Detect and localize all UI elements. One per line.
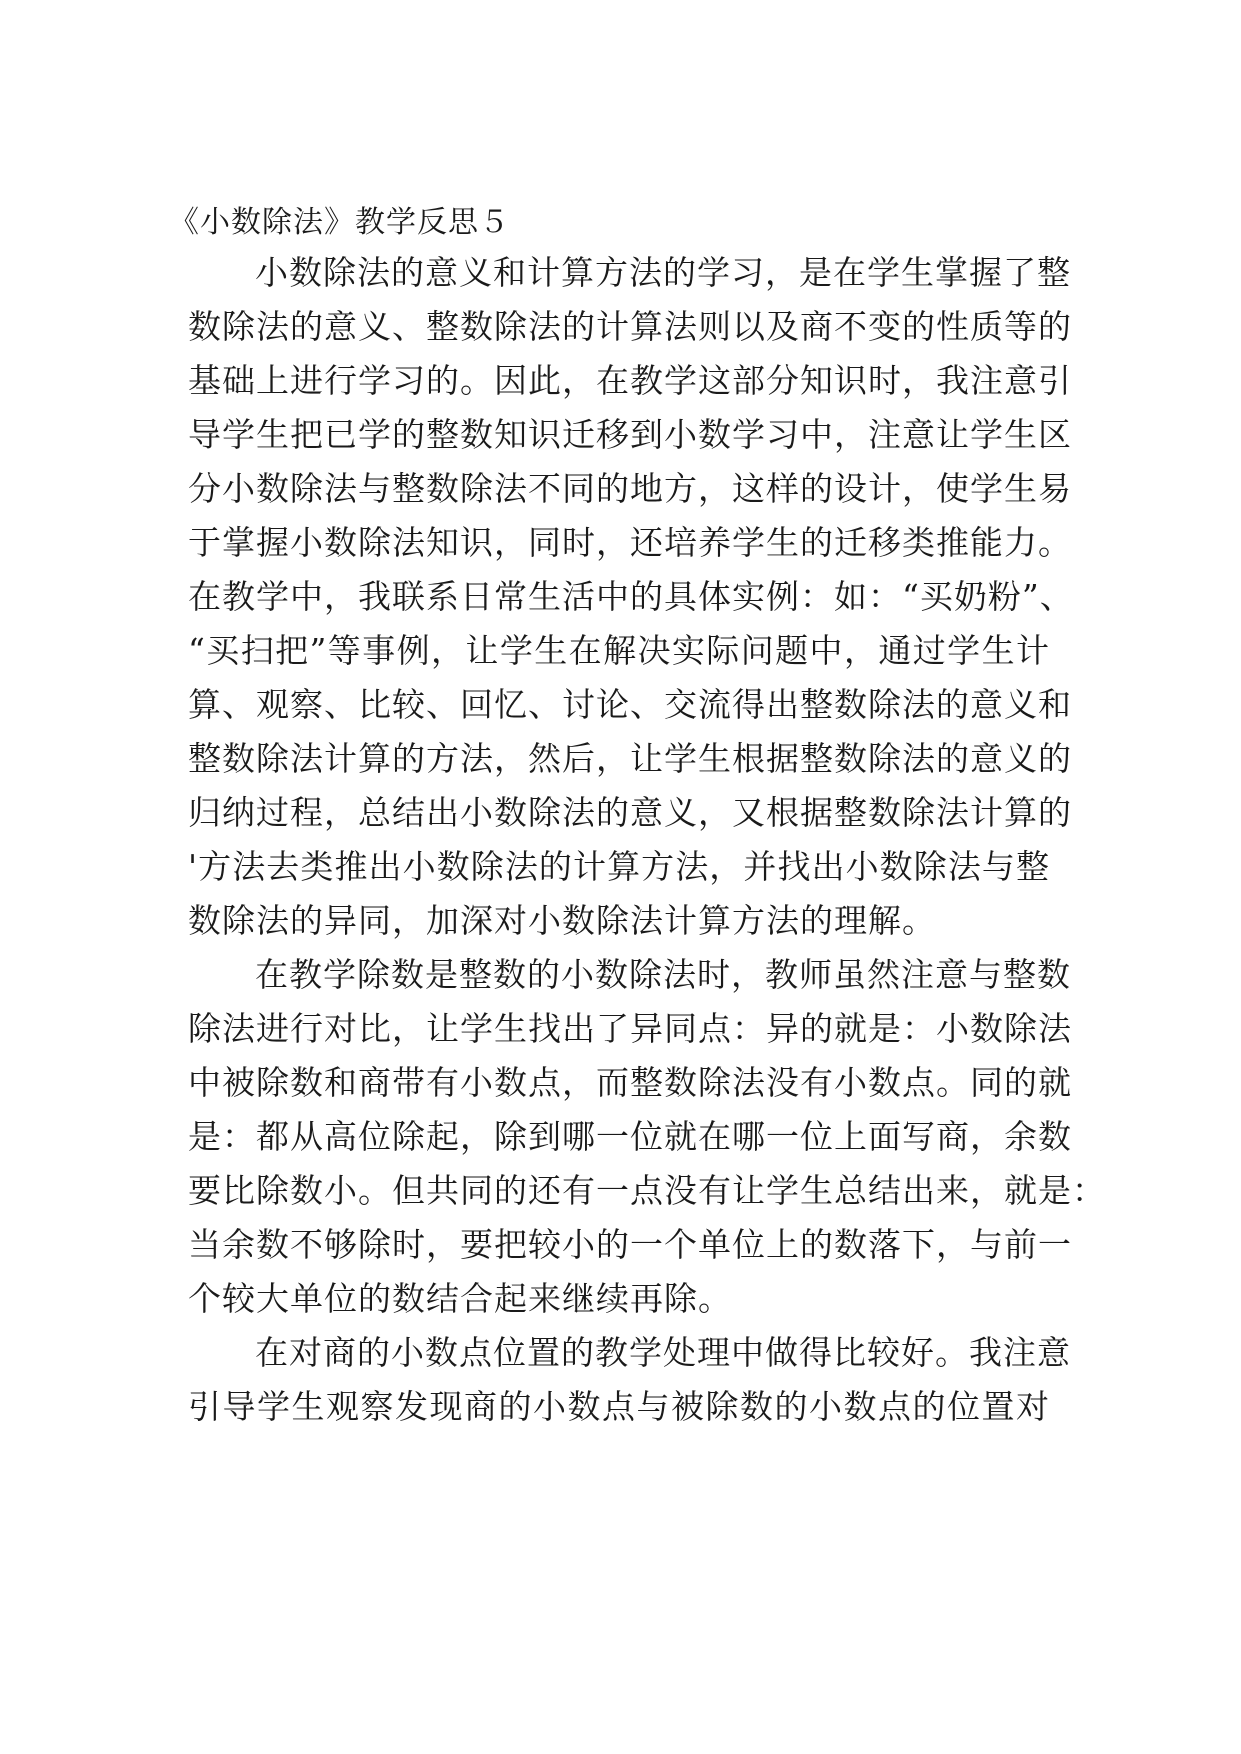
paragraph-2-line-4: 是：都从高位除起，除到哪一位就在哪一位上面写商，余数 bbox=[188, 1117, 1072, 1156]
paragraph-2-line-5: 要比除数小。但共同的还有一点没有让学生总结出来，就是： bbox=[188, 1171, 1106, 1210]
paragraph-1-line-10: 整数除法计算的方法，然后，让学生根据整数除法的意义的 bbox=[188, 739, 1072, 778]
paragraph-3-line-2: 引导学生观察发现商的小数点与被除数的小数点的位置对 bbox=[188, 1387, 1050, 1426]
paragraph-2-line-7: 个较大单位的数结合起来继续再除。 bbox=[188, 1279, 732, 1318]
paragraph-2-line-3: 中被除数和商带有小数点，而整数除法没有小数点。同的就 bbox=[188, 1063, 1072, 1102]
paragraph-1-line-8: “买扫把”等事例，让学生在解决实际问题中，通过学生计 bbox=[188, 631, 1050, 670]
paragraph-1-line-13: 数除法的异同，加深对小数除法计算方法的理解。 bbox=[188, 901, 936, 940]
paragraph-1-line-1: 小数除法的意义和计算方法的学习，是在学生掌握了整 bbox=[255, 253, 1071, 292]
paragraph-1-line-4: 导学生把已学的整数知识迁移到小数学习中，注意让学生区 bbox=[188, 415, 1072, 454]
paragraph-1-line-11: 归纳过程，总结出小数除法的意义，又根据整数除法计算的 bbox=[188, 793, 1072, 832]
paragraph-1-line-2: 数除法的意义、整数除法的计算法则以及商不变的性质等的 bbox=[188, 307, 1072, 346]
paragraph-1-line-12: '方法去类推出小数除法的计算方法，并找出小数除法与整 bbox=[188, 847, 1050, 886]
paragraph-2-line-1: 在教学除数是整数的小数除法时，教师虽然注意与整数 bbox=[255, 955, 1071, 994]
paragraph-2-line-2: 除法进行对比，让学生找出了异同点：异的就是：小数除法 bbox=[188, 1009, 1072, 1048]
document-title: 《小数除法》教学反思５ bbox=[169, 205, 510, 240]
paragraph-1-line-5: 分小数除法与整数除法不同的地方，这样的设计，使学生易 bbox=[188, 469, 1072, 508]
paragraph-1-line-3: 基础上进行学习的。因此，在教学这部分知识时，我注意引 bbox=[188, 361, 1072, 400]
paragraph-2-line-6: 当余数不够除时，要把较小的一个单位上的数落下，与前一 bbox=[188, 1225, 1072, 1264]
paragraph-1-line-7: 在教学中，我联系日常生活中的具体实例：如：“买奶粉”、 bbox=[188, 577, 1074, 616]
paragraph-3-line-1: 在对商的小数点位置的教学处理中做得比较好。我注意 bbox=[255, 1333, 1071, 1372]
paragraph-1-line-9: 算、观察、比较、回忆、讨论、交流得出整数除法的意义和 bbox=[188, 685, 1072, 724]
paragraph-1-line-6: 于掌握小数除法知识，同时，还培养学生的迁移类推能力。 bbox=[188, 523, 1072, 562]
